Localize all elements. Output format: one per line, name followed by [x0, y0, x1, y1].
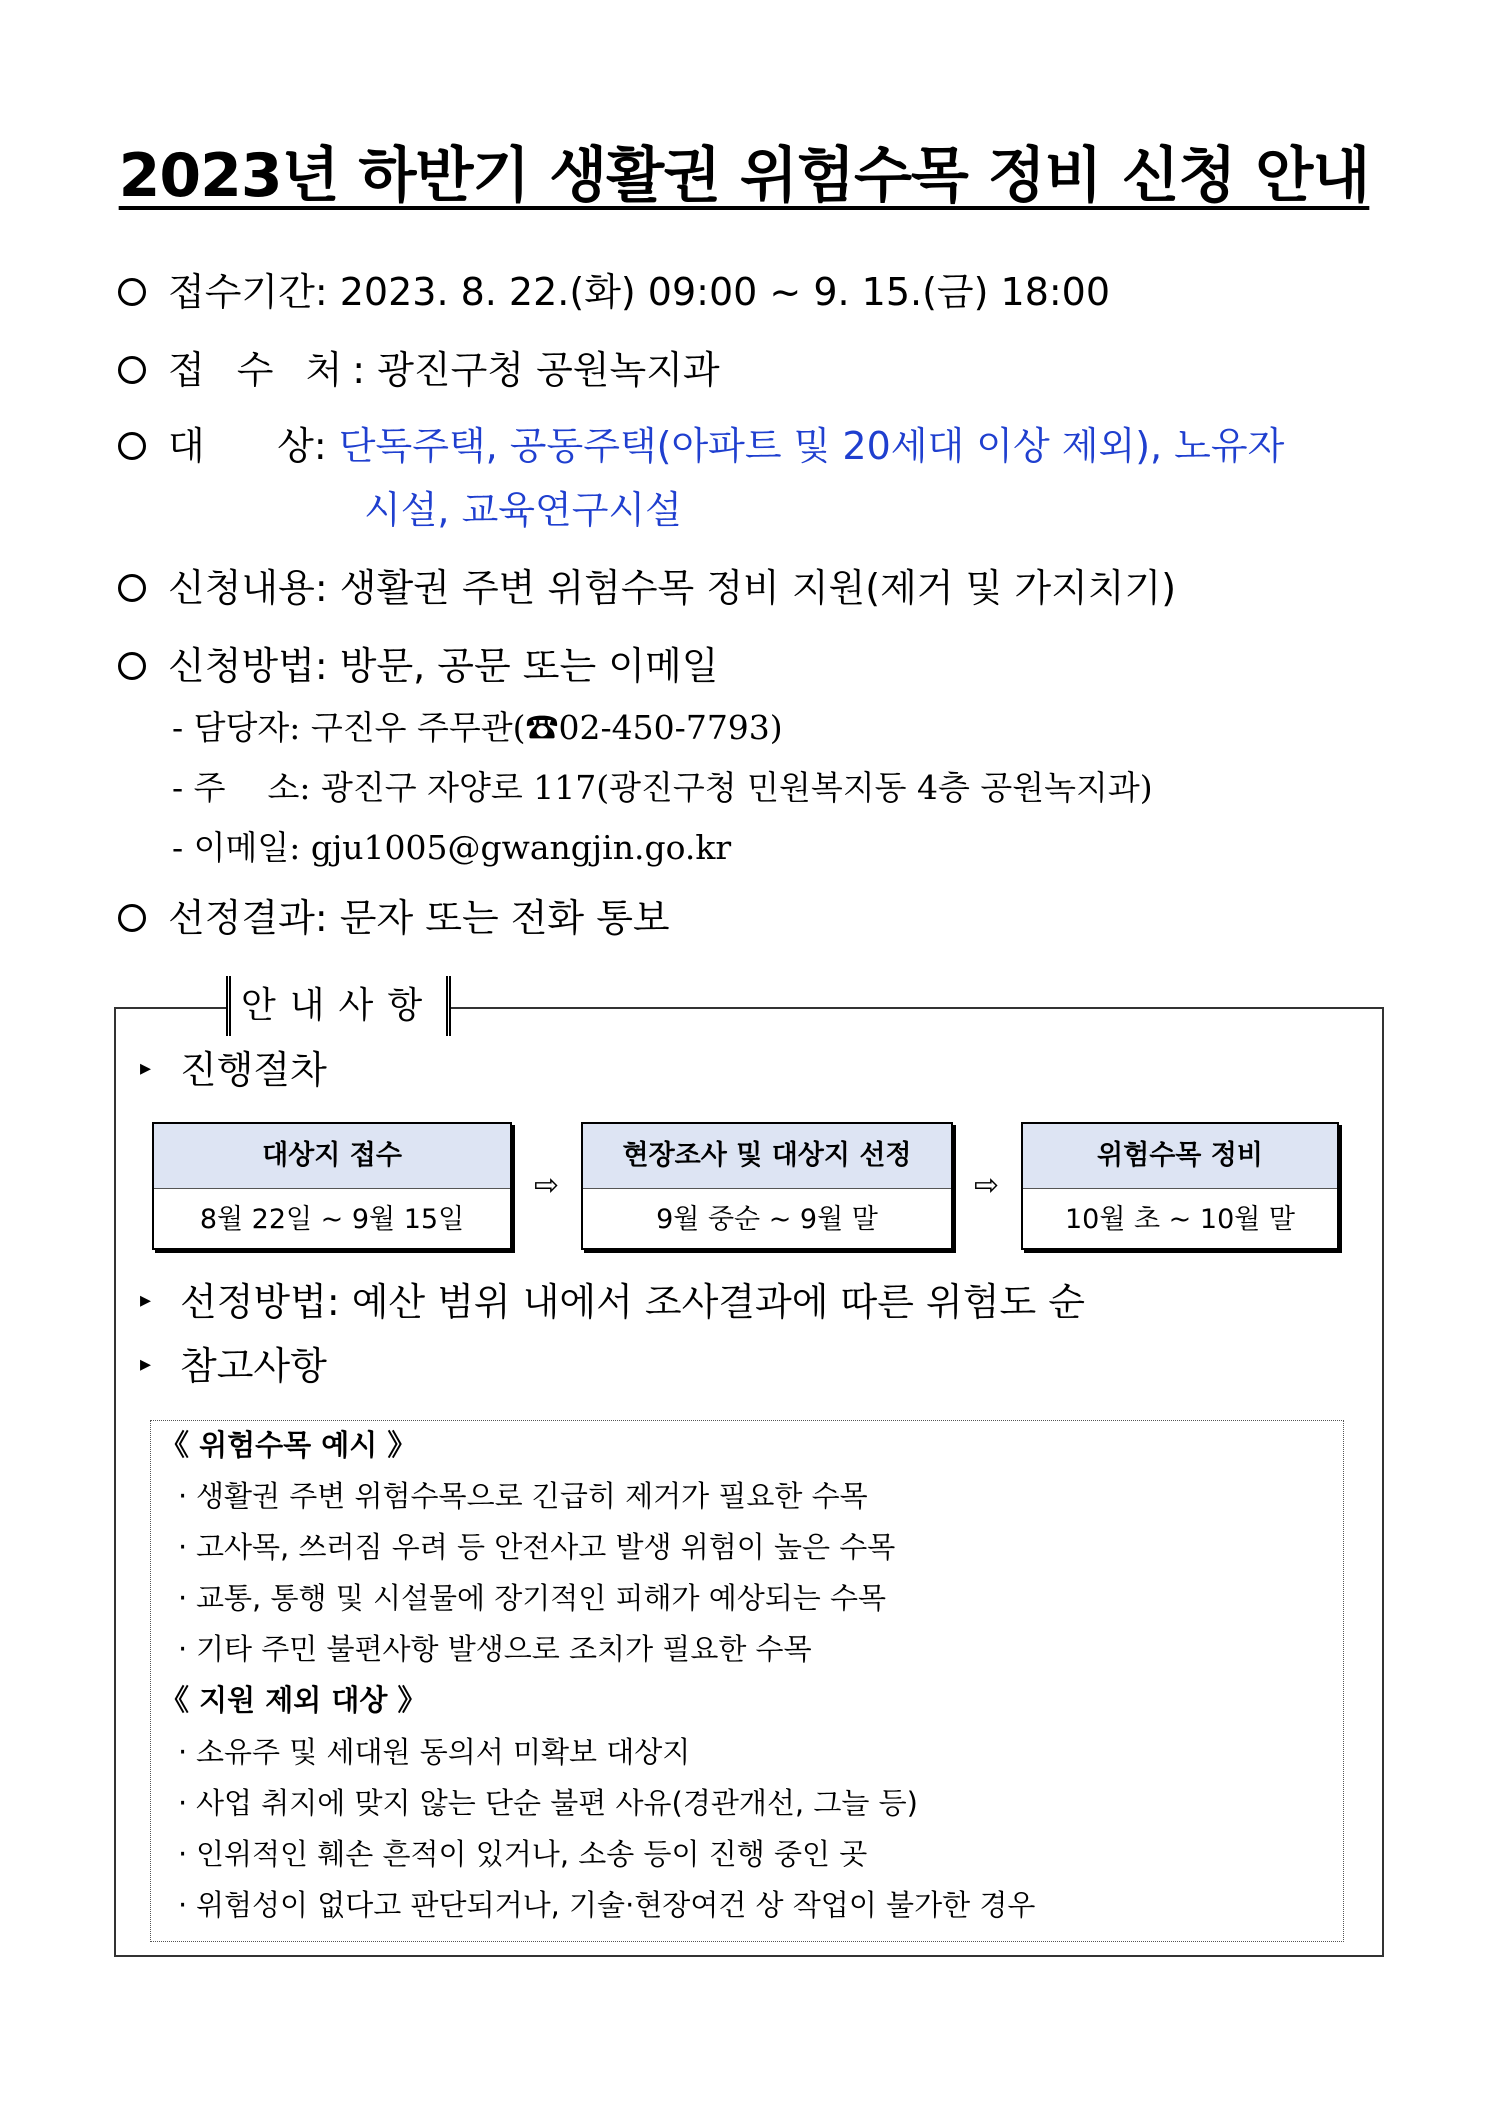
triangle-bullet-icon: ▸: [140, 1287, 152, 1313]
info-target: 대 상: 단독주택, 공동주택(아파트 및 20세대 이상 제외), 노유자: [118, 422, 1284, 470]
page-title: [0, 128, 1488, 214]
list-item-text: 소유주 및 세대원 동의서 미확보 대상지: [196, 1735, 691, 1769]
selection-text: 선정방법: 예산 범위 내에서 조사결과에 따른 위험도 순: [180, 1280, 1085, 1324]
info-method: 신청방법: 방문, 공문 또는 이메일: [118, 642, 718, 690]
contact-person: [172, 706, 783, 750]
process-heading: [140, 1046, 327, 1097]
step-period: 9월 중순 ~ 9월 말: [656, 1204, 878, 1235]
list-item-text: 기타 주민 불편사항 발생으로 조치가 필요한 수목: [196, 1632, 812, 1666]
step-title: 위험수목 정비: [1023, 1124, 1337, 1189]
list-item: · 교통, 통행 및 시설물에 장기적인 피해가 예상되는 수목: [178, 1581, 887, 1615]
contact-label: - 이메일:: [172, 828, 301, 867]
reference-heading: [140, 1342, 327, 1393]
list-item-text: 고사목, 쓰러짐 우려 등 안전사고 발생 위험이 높은 수목: [196, 1530, 896, 1564]
arrow-right-icon: ⇨: [534, 1168, 560, 1203]
info-value: 광진구청 공원녹지과: [377, 348, 720, 392]
triangle-bullet-icon: ▸: [140, 1055, 152, 1081]
page-title-text: 2023년 하반기 생활권 위험수목 정비 신청 안내: [118, 141, 1370, 211]
info-result: 선정결과: 문자 또는 전화 통보: [118, 894, 670, 942]
list-item-text: 위험성이 없다고 판단되거나, 기술·현장여건 상 작업이 불가한 경우: [196, 1888, 1036, 1922]
list-item: · 기타 주민 불편사항 발생으로 조치가 필요한 수목: [178, 1632, 812, 1666]
step-title: 현장조사 및 대상지 선정: [583, 1124, 951, 1189]
process-label: 진행절차: [180, 1048, 327, 1092]
circle-bullet-icon: [118, 904, 146, 932]
info-target-cont: [364, 486, 682, 534]
list-item: · 인위적인 훼손 흔적이 있거나, 소송 등이 진행 중인 곳: [178, 1837, 868, 1871]
arrow-right-icon: ⇨: [974, 1168, 1000, 1203]
contact-label: - 담당자:: [172, 708, 301, 747]
circle-bullet-icon: [118, 652, 146, 680]
list-item: · 생활권 주변 위험수목으로 긴급히 제거가 필요한 수목: [178, 1479, 868, 1513]
list-item-text: 교통, 통행 및 시설물에 장기적인 피해가 예상되는 수목: [196, 1581, 887, 1615]
step-2: [581, 1122, 953, 1250]
info-label: 대 상: [168, 424, 314, 468]
list-item-text: 생활권 주변 위험수목으로 긴급히 제거가 필요한 수목: [196, 1479, 868, 1513]
info-content: 신청내용: 생활권 주변 위험수목 정비 지원(제거 및 가지치기): [118, 564, 1176, 612]
info-label: 신청내용: [168, 566, 315, 610]
info-label: 접수기간: [168, 270, 315, 314]
step-1: [152, 1122, 512, 1250]
list-item-text: 인위적인 훼손 흔적이 있거나, 소송 등이 진행 중인 곳: [196, 1837, 868, 1871]
list-item: · 고사목, 쓰러짐 우려 등 안전사고 발생 위험이 높은 수목: [178, 1530, 896, 1564]
info-value: 문자 또는 전화 통보: [339, 896, 670, 940]
info-label: 신청방법: [168, 644, 315, 688]
info-office: 접 수 처: 광진구청 공원녹지과: [118, 346, 720, 394]
info-period: 접수기간: 2023. 8. 22.(화) 09:00 ~ 9. 15.(금) 18:00: [118, 268, 1110, 316]
circle-bullet-icon: [118, 574, 146, 602]
triangle-bullet-icon: ▸: [140, 1351, 152, 1377]
info-value: 방문, 공문 또는 이메일: [339, 644, 719, 688]
circle-bullet-icon: [118, 356, 146, 384]
email-link[interactable]: gju1005@gwangjin.go.kr: [310, 828, 732, 867]
exclusions-title: 《 지원 제외 대상 》: [160, 1683, 427, 1717]
list-item: · 사업 취지에 맞지 않는 단순 불편 사유(경관개선, 그늘 등): [178, 1786, 918, 1820]
info-value-cont: 시설, 교육연구시설: [364, 488, 682, 532]
step-period: 8월 22일 ~ 9월 15일: [199, 1204, 465, 1235]
step-3: [1021, 1122, 1339, 1250]
info-label: 접 수 처: [168, 348, 353, 392]
circle-bullet-icon: [118, 278, 146, 306]
contact-label: - 주 소:: [172, 768, 311, 807]
info-value: 단독주택, 공동주택(아파트 및 20세대 이상 제외), 노유자: [338, 424, 1285, 468]
contact-value: 구진우 주무관(☎02-450-7793): [310, 708, 783, 747]
notice-title: 안내사항: [226, 976, 451, 1036]
contact-email[interactable]: [172, 826, 731, 870]
reference-label: 참고사항: [180, 1344, 327, 1388]
step-period: 10월 초 ~ 10월 말: [1065, 1204, 1295, 1235]
circle-bullet-icon: [118, 432, 146, 460]
list-item: · 위험성이 없다고 판단되거나, 기술·현장여건 상 작업이 불가한 경우: [178, 1888, 1036, 1922]
contact-address: [172, 766, 1153, 810]
info-value: 생활권 주변 위험수목 정비 지원(제거 및 가지치기): [339, 566, 1177, 610]
info-label: 선정결과: [168, 896, 315, 940]
selection-method: [140, 1278, 1085, 1329]
info-value: 2023. 8. 22.(화) 09:00 ~ 9. 15.(금) 18:00: [339, 270, 1111, 314]
list-item-text: 사업 취지에 맞지 않는 단순 불편 사유(경관개선, 그늘 등): [196, 1786, 918, 1820]
list-item: · 소유주 및 세대원 동의서 미확보 대상지: [178, 1735, 691, 1769]
step-title: 대상지 접수: [154, 1124, 510, 1189]
contact-value: 광진구 자양로 117(광진구청 민원복지동 4층 공원녹지과): [320, 768, 1153, 807]
examples-title: 《 위험수목 예시 》: [160, 1428, 417, 1462]
